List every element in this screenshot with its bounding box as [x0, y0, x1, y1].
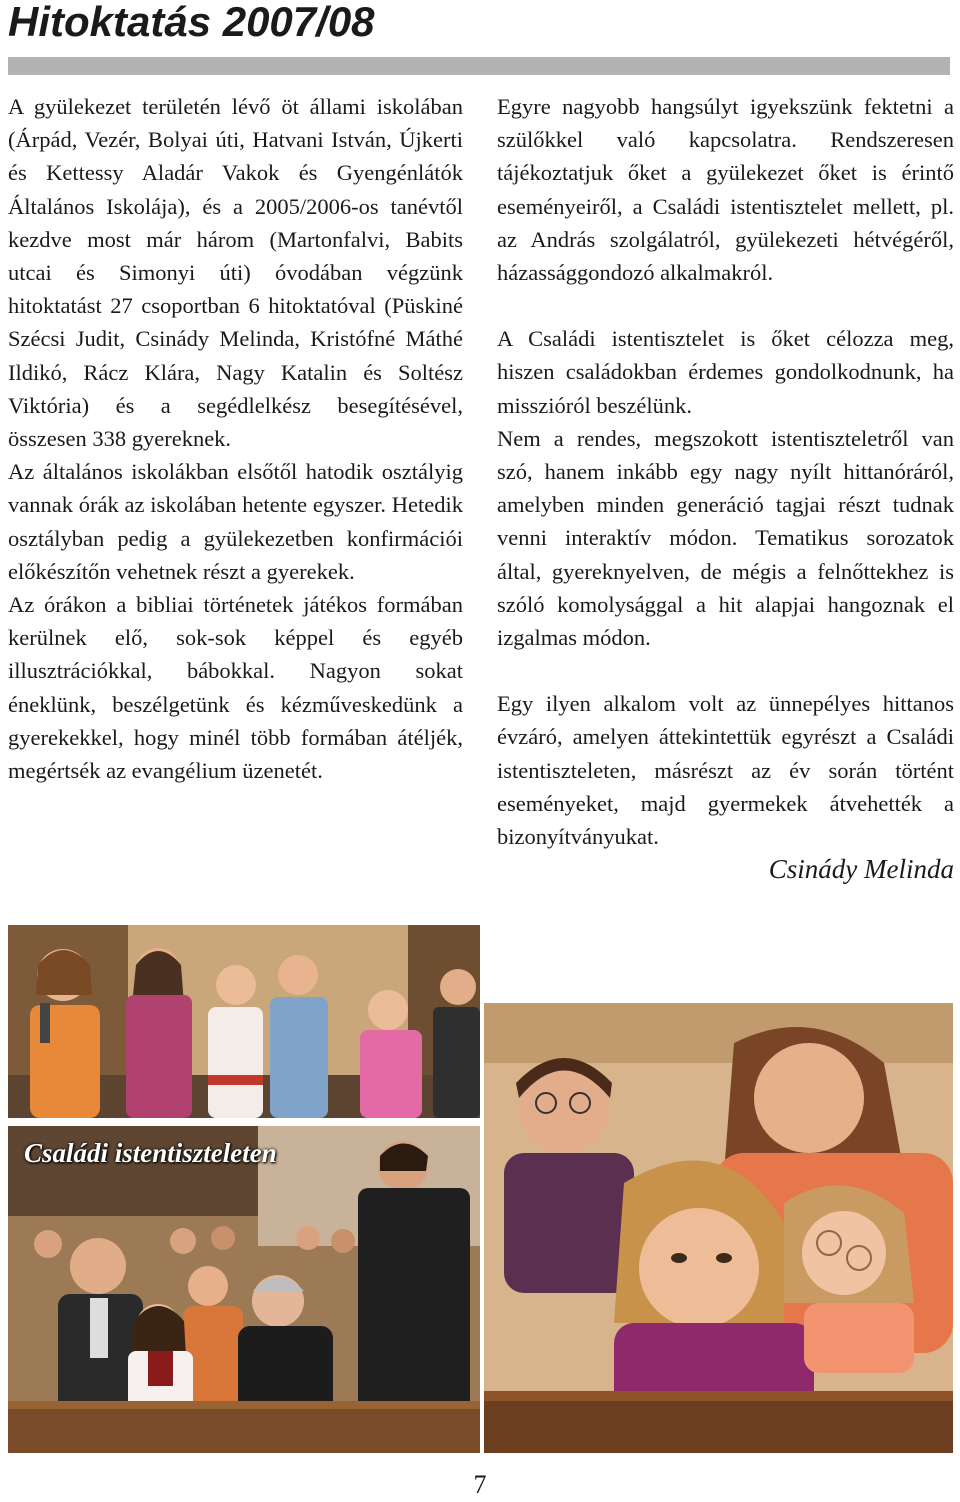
family-photo: [484, 1003, 953, 1453]
right-column: [497, 90, 954, 887]
page-number: 7: [473, 1470, 487, 1499]
photo-caption: Családi istentiszteleten: [24, 1138, 277, 1168]
page-title: Hitoktatás 2007/08: [8, 0, 375, 45]
body-paragraph: Az általános iskolákban elsőtől hatodik osztályig vannak órák az iskolában hetente egyszer. Hetedik osztályban pedig a gyülekezetben konfirmációi előkészítőn vehetnek részt a gyerekek.: [8, 459, 463, 584]
body-paragraph: Egy ilyen alkalom volt az ünnepélyes hittanos évzáró, amelyen áttekintettük egyrészt a Családi istentiszteleten, másrészt az év során történt eseményeket, majd gyermekek átvehették a bizonyítványukat.: [497, 691, 954, 850]
body-paragraph: Nem a rendes, megszokott istentiszteletről van szó, hanem inkább egy nagy nyílt hittanóráról, amelyben minden generáció tagjai részt tudnak venni interaktív módon. Tematikus sorozatok által, gyereknyelven, de mégis a felnőttekhez is szóló komolysággal a hit alapjai hangoznak el izgalmas módon.: [497, 425, 954, 651]
title-rule: [8, 57, 950, 75]
author-signature: Csinády Melinda: [768, 854, 954, 885]
left-column: [8, 90, 463, 787]
body-paragraph: Egyre nagyobb hangsúlyt igyekszünk fektetni a szülőkkel való kapcsolatra. Rendszeresen tájékoztatjuk őket a gyülekezet őket is érintő eseményeiről, a Családi istentisztelet mellett, pl. az András szolgálatról, gyülekezeti hétvégéről, házassággondozó alkalmakról.: [497, 94, 954, 286]
body-paragraph: A Családi istentisztelet is őket célozza meg, hiszen családokban érdemes gondolkodnunk, ha misszióról beszélünk.: [497, 326, 954, 418]
body-paragraph: Az órákon a bibliai történetek játékos formában kerülnek elő, sok-sok képpel és egyéb illusztrációkkal, bábokkal. Nagyon sokat éneklünk, beszélgetünk és kézműveskedünk a gyerekekkel, hogy minél több formában átéljék, megértsék az evangélium üzenetét.: [8, 592, 463, 784]
congregation-photo: [8, 1126, 480, 1453]
body-paragraph: A gyülekezet területén lévő öt állami iskolában (Árpád, Vezér, Bolyai úti, Hatvani István, Újkerti és Kettessy Aladár Vakok és Gyengénlátók Általános Iskolája), és a 2005/2006-os tanévtől kezdve most már három (Martonfalvi, Babits utcai és Simonyi úti) óvodában végzünk hitoktatást 27 csoportban 6 hitoktatóval (Püskiné Szécsi Judit, Csinády Melinda, Kristófné Máthé Ildikó, Rácz Klára, Nagy Katalin és Soltész Viktória) és a segédlelkész besegítésével, összesen 338 gyereknek.: [8, 94, 463, 452]
children-photo: [8, 925, 480, 1118]
